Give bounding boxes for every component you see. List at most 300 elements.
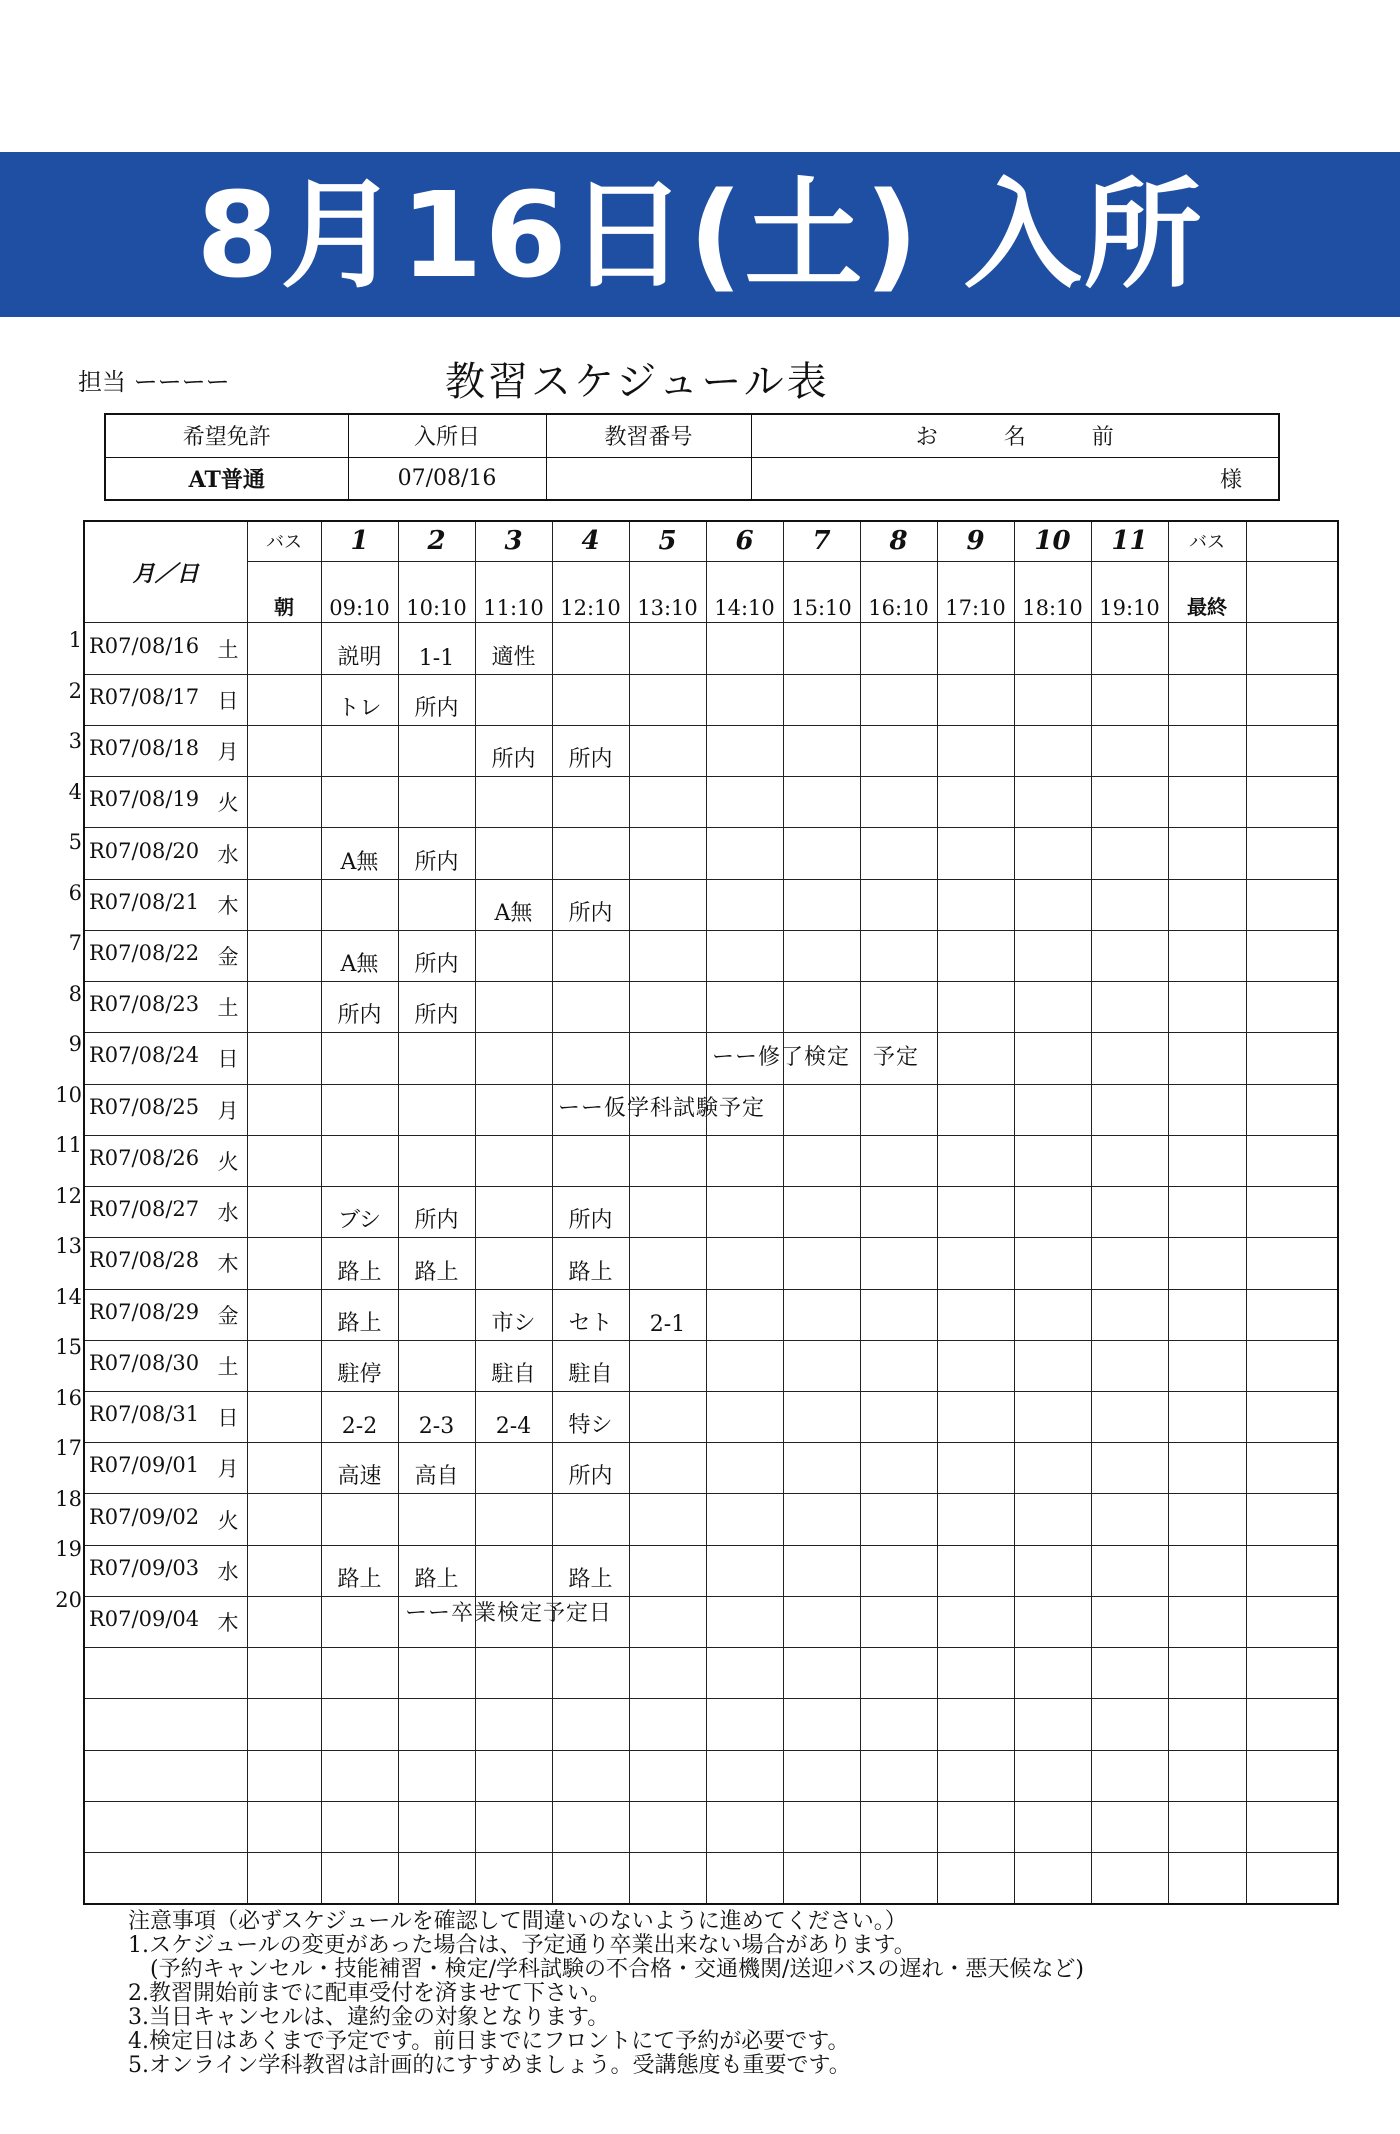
date-cell xyxy=(84,623,247,674)
empty-cell xyxy=(247,1750,321,1801)
schedule-cell xyxy=(706,725,783,776)
row-number: 10 xyxy=(55,1082,82,1107)
table-row xyxy=(84,1391,1338,1442)
empty-cell xyxy=(706,1699,783,1750)
schedule-cell xyxy=(475,1084,552,1135)
row-number: 1 xyxy=(68,628,82,652)
schedule-cell xyxy=(629,982,706,1033)
empty-cell xyxy=(1246,1699,1338,1750)
time-header: 14:10 xyxy=(706,561,783,623)
note-line: 3.当日キャンセルは、違約金の対象となります。 xyxy=(128,2005,610,2030)
schedule-cell xyxy=(1014,777,1091,828)
schedule-cell xyxy=(1091,1494,1168,1545)
bus-cell xyxy=(247,1033,321,1084)
blank-cell xyxy=(1246,982,1338,1033)
schedule-cell xyxy=(1014,1443,1091,1494)
schedule-cell xyxy=(937,1289,1014,1340)
bus-cell xyxy=(1168,1187,1246,1238)
blank-cell xyxy=(1246,725,1338,776)
bus-cell xyxy=(1168,1391,1246,1442)
schedule-cell xyxy=(1091,1289,1168,1340)
schedule-cell xyxy=(629,1443,706,1494)
bus-cell xyxy=(247,1391,321,1442)
empty-cell xyxy=(629,1699,706,1750)
span-row20: ーー卒業検定予定日 xyxy=(405,1600,613,1626)
row-number: 16 xyxy=(55,1385,82,1410)
table-row xyxy=(84,1596,1338,1647)
date-cell xyxy=(84,1391,247,1442)
row-number: 20 xyxy=(55,1587,82,1612)
date-text: R07/08/29 xyxy=(89,1299,200,1324)
blank-cell xyxy=(1246,1033,1338,1084)
schedule-cell: 2-1 xyxy=(629,1289,706,1340)
schedule-cell xyxy=(1091,879,1168,930)
schedule-cell: 市シ xyxy=(475,1289,552,1340)
bus-cell xyxy=(247,1443,321,1494)
empty-cell xyxy=(247,1853,321,1904)
schedule-cell: 所内 xyxy=(552,725,629,776)
schedule-cell xyxy=(783,828,860,879)
blank-cell xyxy=(1246,828,1338,879)
weekday-text: 木 xyxy=(217,1252,239,1277)
date-cell xyxy=(84,777,247,828)
time-header: 12:10 xyxy=(552,561,629,623)
schedule-cell xyxy=(937,879,1014,930)
date-text: R07/08/21 xyxy=(89,889,200,914)
schedule-cell xyxy=(552,1494,629,1545)
schedule-cell xyxy=(1091,828,1168,879)
date-text: R07/08/23 xyxy=(89,992,200,1017)
banner-title: 8月16日(土) 入所 xyxy=(196,165,1204,304)
blank-cell xyxy=(1246,1340,1338,1391)
schedule-cell xyxy=(937,1443,1014,1494)
schedule-cell xyxy=(475,1187,552,1238)
empty-cell xyxy=(552,1750,629,1801)
schedule-cell xyxy=(706,930,783,981)
bus-cell xyxy=(247,623,321,674)
table-row xyxy=(84,982,1338,1033)
schedule-cell xyxy=(937,1596,1014,1647)
empty-cell xyxy=(1168,1750,1246,1801)
staff-label: 担当 ーーーー xyxy=(78,368,230,396)
schedule-cell xyxy=(860,1443,937,1494)
schedule-cell xyxy=(1014,1084,1091,1135)
empty-cell xyxy=(247,1699,321,1750)
schedule-cell xyxy=(1014,725,1091,776)
schedule-cell: トレ xyxy=(321,674,398,725)
schedule-cell xyxy=(1014,1596,1091,1647)
schedule-cell xyxy=(398,725,475,776)
schedule-cell xyxy=(860,930,937,981)
date-text: R07/08/25 xyxy=(89,1094,200,1119)
table-row xyxy=(84,1699,1338,1750)
period-header: 6 xyxy=(706,521,783,561)
empty-cell xyxy=(321,1648,398,1699)
date-cell xyxy=(84,1340,247,1391)
notes xyxy=(128,1910,1084,2078)
schedule-cell: 路上 xyxy=(321,1238,398,1289)
note-line: 5.オンライン学科教習は計画的にすすめましょう。受講態度も重要です。 xyxy=(128,2053,851,2078)
empty-cell xyxy=(1091,1699,1168,1750)
schedule-cell xyxy=(783,725,860,776)
schedule-cell xyxy=(629,879,706,930)
blank-cell xyxy=(1246,1238,1338,1289)
date-cell xyxy=(84,1443,247,1494)
period-header: 2 xyxy=(398,521,475,561)
empty-cell xyxy=(84,1801,247,1852)
license-value: AT普通 xyxy=(105,457,348,500)
blank-cell xyxy=(1246,1187,1338,1238)
schedule-cell xyxy=(629,725,706,776)
weekday-text: 金 xyxy=(217,944,239,969)
row-number: 7 xyxy=(68,931,82,955)
schedule-cell xyxy=(783,1545,860,1596)
date-cell xyxy=(84,1033,247,1084)
schedule-cell: 所内 xyxy=(552,1443,629,1494)
bus-cell xyxy=(247,777,321,828)
empty-cell xyxy=(475,1648,552,1699)
schedule-cell xyxy=(860,1545,937,1596)
weekday-text: 火 xyxy=(217,791,239,816)
schedule-cell xyxy=(706,1289,783,1340)
schedule-cell: セト xyxy=(552,1289,629,1340)
date-text: R07/08/19 xyxy=(89,787,200,812)
time-header: 19:10 xyxy=(1091,561,1168,623)
empty-cell xyxy=(552,1699,629,1750)
schedule-cell: 所内 xyxy=(398,982,475,1033)
schedule-cell xyxy=(783,879,860,930)
date-cell xyxy=(84,879,247,930)
schedule-cell xyxy=(1091,623,1168,674)
schedule-cell xyxy=(783,1340,860,1391)
schedule-cell xyxy=(629,674,706,725)
blank-header xyxy=(1246,561,1338,623)
schedule-cell: 所内 xyxy=(398,828,475,879)
empty-cell xyxy=(860,1750,937,1801)
schedule-cell: 所内 xyxy=(552,1187,629,1238)
schedule-cell xyxy=(783,1289,860,1340)
weekday-text: 水 xyxy=(217,1201,239,1226)
period-header: 3 xyxy=(475,521,552,561)
period-header: 5 xyxy=(629,521,706,561)
empty-cell xyxy=(475,1750,552,1801)
weekday-text: 木 xyxy=(217,893,239,918)
bus-cell xyxy=(247,725,321,776)
schedule-cell: 駐自 xyxy=(552,1340,629,1391)
row-number: 14 xyxy=(55,1284,82,1309)
blank-cell xyxy=(1246,1596,1338,1647)
schedule-cell xyxy=(475,930,552,981)
empty-cell xyxy=(1091,1648,1168,1699)
schedule-cell: 路上 xyxy=(398,1238,475,1289)
bus-first-header: 朝 xyxy=(247,561,321,623)
table-row xyxy=(84,879,1338,930)
bus-last-header: 最終 xyxy=(1168,561,1246,623)
schedule-cell xyxy=(1091,1238,1168,1289)
bus-cell xyxy=(247,1289,321,1340)
empty-cell xyxy=(398,1750,475,1801)
empty-cell xyxy=(937,1801,1014,1852)
schedule-cell xyxy=(552,930,629,981)
blank-cell xyxy=(1246,674,1338,725)
span-row10: ーー仮学科試験予定 xyxy=(558,1095,766,1121)
empty-cell xyxy=(1168,1699,1246,1750)
date-text: R07/09/02 xyxy=(89,1504,200,1529)
weekday-text: 金 xyxy=(217,1303,239,1328)
schedule-cell xyxy=(629,1494,706,1545)
blank-cell xyxy=(1246,1084,1338,1135)
schedule-cell xyxy=(860,1391,937,1442)
schedule-cell xyxy=(937,982,1014,1033)
empty-cell xyxy=(1014,1699,1091,1750)
table-row xyxy=(84,674,1338,725)
period-header: 1 xyxy=(321,521,398,561)
weekday-text: 水 xyxy=(217,1559,239,1584)
weekday-text: 火 xyxy=(217,1508,239,1533)
schedule-cell: 路上 xyxy=(552,1238,629,1289)
empty-cell xyxy=(398,1853,475,1904)
blank-cell xyxy=(1246,1289,1338,1340)
schedule-cell xyxy=(937,674,1014,725)
table-row xyxy=(84,1648,1338,1699)
schedule-cell xyxy=(783,982,860,1033)
bus-cell xyxy=(247,828,321,879)
empty-cell xyxy=(860,1648,937,1699)
bus-cell xyxy=(1168,1545,1246,1596)
row-number: 13 xyxy=(55,1234,82,1258)
time-header: 13:10 xyxy=(629,561,706,623)
schedule-cell xyxy=(937,725,1014,776)
bus-cell xyxy=(247,1596,321,1647)
schedule-cell xyxy=(860,828,937,879)
empty-cell xyxy=(398,1801,475,1852)
empty-cell xyxy=(1091,1750,1168,1801)
empty-cell xyxy=(398,1699,475,1750)
table-row xyxy=(84,828,1338,879)
schedule-cell xyxy=(475,1545,552,1596)
schedule-cell xyxy=(1091,1545,1168,1596)
schedule-cell xyxy=(783,930,860,981)
date-cell xyxy=(84,982,247,1033)
schedule-cell xyxy=(706,1391,783,1442)
empty-cell xyxy=(629,1648,706,1699)
schedule-table xyxy=(83,520,1339,1905)
empty-cell xyxy=(937,1853,1014,1904)
date-text: R07/09/04 xyxy=(89,1607,200,1632)
schedule-cell xyxy=(552,1135,629,1186)
empty-cell xyxy=(1168,1648,1246,1699)
schedule-cell xyxy=(860,725,937,776)
schedule-cell xyxy=(937,623,1014,674)
bus-cell xyxy=(1168,879,1246,930)
schedule-cell: 所内 xyxy=(321,982,398,1033)
schedule-cell xyxy=(321,1596,398,1647)
date-cell xyxy=(84,1084,247,1135)
time-header: 17:10 xyxy=(937,561,1014,623)
empty-cell xyxy=(860,1699,937,1750)
schedule-cell xyxy=(706,1596,783,1647)
empty-cell xyxy=(321,1750,398,1801)
row-number: 12 xyxy=(55,1183,82,1208)
schedule-cell xyxy=(937,1238,1014,1289)
weekday-text: 月 xyxy=(217,1098,239,1123)
schedule-cell xyxy=(1014,1238,1091,1289)
schedule-cell xyxy=(552,828,629,879)
blank-cell xyxy=(1246,1443,1338,1494)
empty-cell xyxy=(706,1648,783,1699)
bus-cell xyxy=(1168,1238,1246,1289)
empty-cell xyxy=(475,1801,552,1852)
schedule-cell: 駐停 xyxy=(321,1340,398,1391)
bus-cell xyxy=(1168,1340,1246,1391)
document-title: 教習スケジュール表 xyxy=(445,359,830,405)
date-cell xyxy=(84,930,247,981)
schedule-cell xyxy=(1014,1135,1091,1186)
row-number: 18 xyxy=(55,1486,82,1511)
date-cell xyxy=(84,1494,247,1545)
schedule-cell xyxy=(475,1443,552,1494)
schedule-cell xyxy=(860,1187,937,1238)
schedule-cell xyxy=(1091,1391,1168,1442)
row-number: 9 xyxy=(68,1032,82,1056)
blank-cell xyxy=(1246,777,1338,828)
schedule-cell: A無 xyxy=(321,930,398,981)
date-cell xyxy=(84,1238,247,1289)
schedule-cell xyxy=(1091,930,1168,981)
empty-cell xyxy=(706,1853,783,1904)
schedule-cell xyxy=(629,1596,706,1647)
schedule-cell xyxy=(783,1391,860,1442)
schedule-cell xyxy=(475,828,552,879)
schedule-cell: 2-4 xyxy=(475,1391,552,1442)
schedule-cell xyxy=(783,1238,860,1289)
schedule-cell xyxy=(860,1084,937,1135)
empty-cell xyxy=(1246,1648,1338,1699)
schedule-cell xyxy=(629,1545,706,1596)
bus-cell xyxy=(1168,982,1246,1033)
schedule-cell xyxy=(552,623,629,674)
weekday-text: 土 xyxy=(217,996,239,1021)
schedule-cell xyxy=(860,1238,937,1289)
schedule-cell xyxy=(1014,1289,1091,1340)
weekday-text: 日 xyxy=(217,688,239,713)
schedule-cell: 2-3 xyxy=(398,1391,475,1442)
number-label: 教習番号 xyxy=(546,414,751,457)
blank-cell xyxy=(1246,879,1338,930)
empty-cell xyxy=(937,1648,1014,1699)
license-label: 希望免許 xyxy=(105,414,348,457)
schedule-cell xyxy=(629,623,706,674)
schedule-cell xyxy=(552,674,629,725)
date-cell xyxy=(84,1135,247,1186)
blank-cell xyxy=(1246,1391,1338,1442)
empty-cell xyxy=(398,1648,475,1699)
date-text: R07/08/16 xyxy=(89,633,200,658)
empty-cell xyxy=(629,1801,706,1852)
empty-cell xyxy=(860,1853,937,1904)
schedule-cell xyxy=(475,982,552,1033)
empty-cell xyxy=(937,1699,1014,1750)
span-row9: ーー修了検定 予定 xyxy=(712,1045,920,1070)
bus-cell xyxy=(1168,930,1246,981)
empty-cell xyxy=(552,1648,629,1699)
schedule-cell: 路上 xyxy=(321,1289,398,1340)
date-cell xyxy=(84,725,247,776)
schedule-cell xyxy=(783,1596,860,1647)
schedule-cell: 高速 xyxy=(321,1443,398,1494)
empty-cell xyxy=(1246,1750,1338,1801)
empty-cell xyxy=(321,1699,398,1750)
schedule-cell xyxy=(629,930,706,981)
empty-cell xyxy=(247,1801,321,1852)
empty-cell xyxy=(1091,1801,1168,1852)
schedule-cell: 高自 xyxy=(398,1443,475,1494)
schedule-cell xyxy=(1014,828,1091,879)
weekday-text: 火 xyxy=(217,1149,239,1174)
schedule-cell xyxy=(860,982,937,1033)
schedule-cell: 適性 xyxy=(475,623,552,674)
empty-cell xyxy=(247,1648,321,1699)
name-value: 様 xyxy=(751,457,1279,500)
schedule-cell xyxy=(1091,1135,1168,1186)
empty-cell xyxy=(860,1801,937,1852)
schedule-cell xyxy=(398,879,475,930)
bus-cell xyxy=(1168,1443,1246,1494)
schedule-cell xyxy=(860,777,937,828)
empty-cell xyxy=(84,1853,247,1904)
date-text: R07/08/24 xyxy=(89,1043,200,1068)
date-text: R07/08/20 xyxy=(89,838,200,863)
schedule-cell xyxy=(860,674,937,725)
schedule-cell xyxy=(860,879,937,930)
schedule-cell xyxy=(321,1033,398,1084)
bus-cell xyxy=(247,674,321,725)
schedule-cell xyxy=(629,1187,706,1238)
schedule-cell xyxy=(398,1340,475,1391)
schedule-cell xyxy=(783,1084,860,1135)
table-row xyxy=(84,1033,1338,1084)
schedule-cell xyxy=(706,1135,783,1186)
schedule-cell xyxy=(398,1289,475,1340)
empty-cell xyxy=(783,1750,860,1801)
schedule-cell xyxy=(1014,674,1091,725)
schedule-cell xyxy=(706,1443,783,1494)
date-cell xyxy=(84,674,247,725)
schedule-cell: 所内 xyxy=(398,930,475,981)
bus-cell xyxy=(1168,1084,1246,1135)
schedule-cell xyxy=(321,1494,398,1545)
period-header: 7 xyxy=(783,521,860,561)
date-text: R07/08/30 xyxy=(89,1350,200,1375)
schedule-cell: 所内 xyxy=(552,879,629,930)
empty-cell xyxy=(1014,1750,1091,1801)
empty-cell xyxy=(321,1801,398,1852)
schedule-cell xyxy=(783,1443,860,1494)
schedule-cell xyxy=(937,1135,1014,1186)
weekday-text: 土 xyxy=(217,1354,239,1379)
schedule-cell xyxy=(398,1033,475,1084)
schedule-cell xyxy=(783,674,860,725)
schedule-cell: A無 xyxy=(475,879,552,930)
schedule-cell xyxy=(321,725,398,776)
bus-cell xyxy=(247,1340,321,1391)
empty-cell xyxy=(1014,1648,1091,1699)
table-row xyxy=(84,1289,1338,1340)
schedule-cell: 1-1 xyxy=(398,623,475,674)
row-number: 2 xyxy=(68,678,82,703)
schedule-cell xyxy=(629,1391,706,1442)
period-header: 8 xyxy=(860,521,937,561)
